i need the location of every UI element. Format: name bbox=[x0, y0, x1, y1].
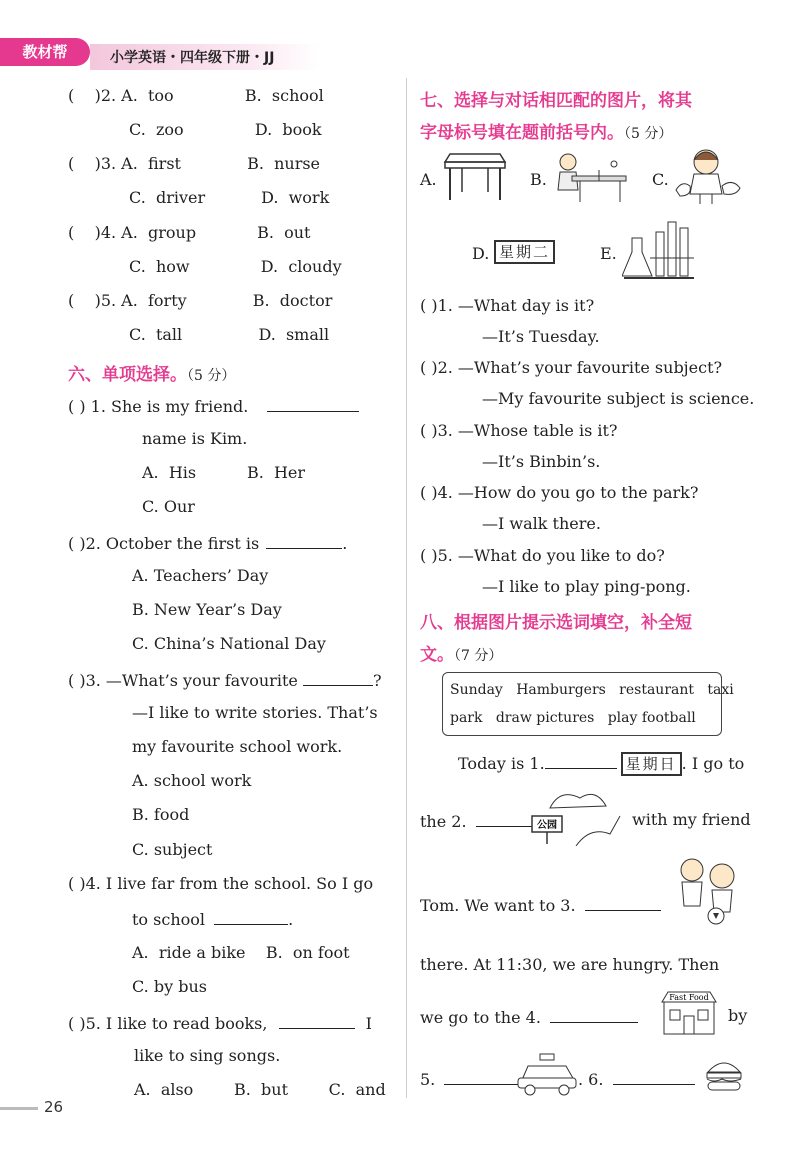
science-lab-icon bbox=[622, 218, 696, 282]
q6-3-option-a: A. school work bbox=[132, 771, 252, 790]
park-sign-text: 公园 bbox=[537, 820, 557, 831]
ping-pong-icon bbox=[550, 150, 630, 206]
passage-line2-end: with my friend bbox=[632, 810, 751, 829]
q6-3-line: ( )3. —What’s your favourite ? bbox=[68, 671, 382, 690]
q6-3-line3: my favourite school work. bbox=[132, 737, 343, 756]
answer-blank-5[interactable] bbox=[444, 1068, 520, 1085]
q5-4-options-cd: C. how D. cloudy bbox=[68, 257, 342, 276]
q5-5-options: ( )5. A. forty B. doctor bbox=[68, 291, 333, 310]
word-bank-row1: Sunday Hamburgers restaurant taxi bbox=[450, 682, 734, 698]
page-number: 26 bbox=[44, 1098, 64, 1116]
painting-girl-icon bbox=[672, 144, 744, 206]
pic-label-c: C. bbox=[652, 170, 669, 189]
answer-blank[interactable] bbox=[214, 908, 288, 925]
passage-line5-end: by bbox=[728, 1006, 748, 1025]
section-8-title-line1: 八、根据图片提示选词填空，补全短 bbox=[420, 613, 692, 633]
pic-label-b: B. bbox=[530, 170, 547, 189]
dialog-5-q: ( )5. —What do you like to do? bbox=[420, 546, 665, 565]
q6-3-line2: —I like to write stories. That’s bbox=[132, 703, 378, 722]
q6-2-option-c: C. China’s National Day bbox=[132, 634, 326, 653]
passage-line6: 5. bbox=[420, 1068, 520, 1090]
q6-5-line2: like to sing songs. bbox=[134, 1046, 281, 1065]
column-divider bbox=[406, 78, 407, 1098]
passage-line5: we go to the 4. bbox=[420, 1006, 638, 1028]
q5-3-options-cd: C. driver D. work bbox=[68, 188, 330, 207]
q6-1-line: ( ) 1. She is my friend. bbox=[68, 395, 359, 417]
section-7-title-line1: 七、选择与对话相匹配的图片，将其 bbox=[420, 91, 692, 111]
q6-1-option-c: C. Our bbox=[142, 497, 195, 516]
answer-blank-1[interactable] bbox=[545, 752, 617, 769]
pic-label-d: D. bbox=[472, 244, 490, 263]
calendar-sunday: 星期日 bbox=[621, 752, 682, 776]
taxi-icon bbox=[516, 1050, 578, 1096]
q5-3-options: ( )3. A. first B. nurse bbox=[68, 154, 321, 173]
section-6-title: 六、单项选择。（5 分） bbox=[68, 365, 236, 385]
dialog-2-q: ( )2. —What’s your favourite subject? bbox=[420, 358, 723, 377]
q6-1-line2: name is Kim. bbox=[142, 429, 248, 448]
restaurant-icon bbox=[658, 988, 720, 1036]
dialog-1-a: —It’s Tuesday. bbox=[482, 327, 600, 346]
pic-label-e: E. bbox=[600, 244, 617, 263]
brand-badge: 教材帮 bbox=[0, 38, 90, 66]
book-title: 小学英语・四年级下册・JJ bbox=[110, 50, 275, 66]
passage-line6-mid: . 6. bbox=[578, 1068, 695, 1090]
q6-3-option-b: B. food bbox=[132, 805, 190, 824]
word-bank-row2: park draw pictures play football bbox=[450, 710, 696, 726]
dialog-3-q: ( )3. —Whose table is it? bbox=[420, 421, 618, 440]
dialog-2-a: —My favourite subject is science. bbox=[482, 389, 755, 408]
q6-4-line: ( )4. I live far from the school. So I go bbox=[68, 874, 374, 893]
dialog-5-a: —I like to play ping-pong. bbox=[482, 577, 691, 596]
answer-blank[interactable] bbox=[266, 532, 342, 549]
q6-2-option-a: A. Teachers’ Day bbox=[132, 566, 269, 585]
q5-4-options: ( )4. A. group B. out bbox=[68, 223, 311, 242]
q6-2-option-b: B. New Year’s Day bbox=[132, 600, 282, 619]
answer-blank[interactable] bbox=[303, 669, 373, 686]
page-bar bbox=[0, 1107, 38, 1110]
section-7-title-line2: 字母标号填在题前括号内。（5 分） bbox=[420, 123, 673, 143]
passage-line4: there. At 11:30, we are hungry. Then bbox=[420, 955, 720, 974]
q6-4-line2: to school . bbox=[132, 910, 294, 929]
dialog-4-q: ( )4. —How do you go to the park? bbox=[420, 483, 699, 502]
dialog-1-q: ( )1. —What day is it? bbox=[420, 296, 595, 315]
dialog-3-a: —It’s Binbin’s. bbox=[482, 452, 601, 471]
pic-label-a: A. bbox=[420, 170, 437, 189]
boys-football-icon bbox=[666, 856, 746, 926]
passage-line1: Today is 1. 星期日 . I go to bbox=[458, 752, 744, 776]
q6-2-line: ( )2. October the first is . bbox=[68, 534, 348, 553]
section-8-title-line2: 文。（7 分） bbox=[420, 645, 503, 665]
fast-food-sign: Fast Food bbox=[669, 993, 709, 1002]
q5-5-options-cd: C. tall D. small bbox=[68, 325, 330, 344]
table-icon bbox=[440, 150, 510, 204]
passage-line2: the 2. bbox=[420, 810, 552, 832]
answer-blank-4[interactable] bbox=[550, 1006, 638, 1023]
q6-4-options-ab: A. ride a bike B. on foot bbox=[132, 943, 350, 962]
q6-5-line: ( )5. I like to read books, I bbox=[68, 1014, 372, 1033]
answer-blank[interactable] bbox=[279, 1012, 355, 1029]
calendar-tuesday: 星期二 bbox=[494, 240, 555, 264]
park-sign-icon bbox=[530, 786, 626, 846]
passage-line3: Tom. We want to 3. bbox=[420, 894, 661, 916]
q6-3-option-c: C. subject bbox=[132, 840, 213, 859]
answer-blank-3[interactable] bbox=[585, 894, 661, 911]
q6-5-options: A. also B. but C. and bbox=[134, 1080, 386, 1099]
q5-2-options-cd: C. zoo D. book bbox=[68, 120, 322, 139]
hamburger-icon bbox=[704, 1054, 744, 1094]
q5-2-options: ( )2. A. too B. school bbox=[68, 86, 324, 105]
answer-blank-6[interactable] bbox=[613, 1068, 695, 1085]
q6-4-option-c: C. by bus bbox=[132, 977, 207, 996]
q6-1-options-ab: A. His B. Her bbox=[142, 463, 306, 482]
answer-blank[interactable] bbox=[267, 395, 359, 412]
dialog-4-a: —I walk there. bbox=[482, 514, 601, 533]
